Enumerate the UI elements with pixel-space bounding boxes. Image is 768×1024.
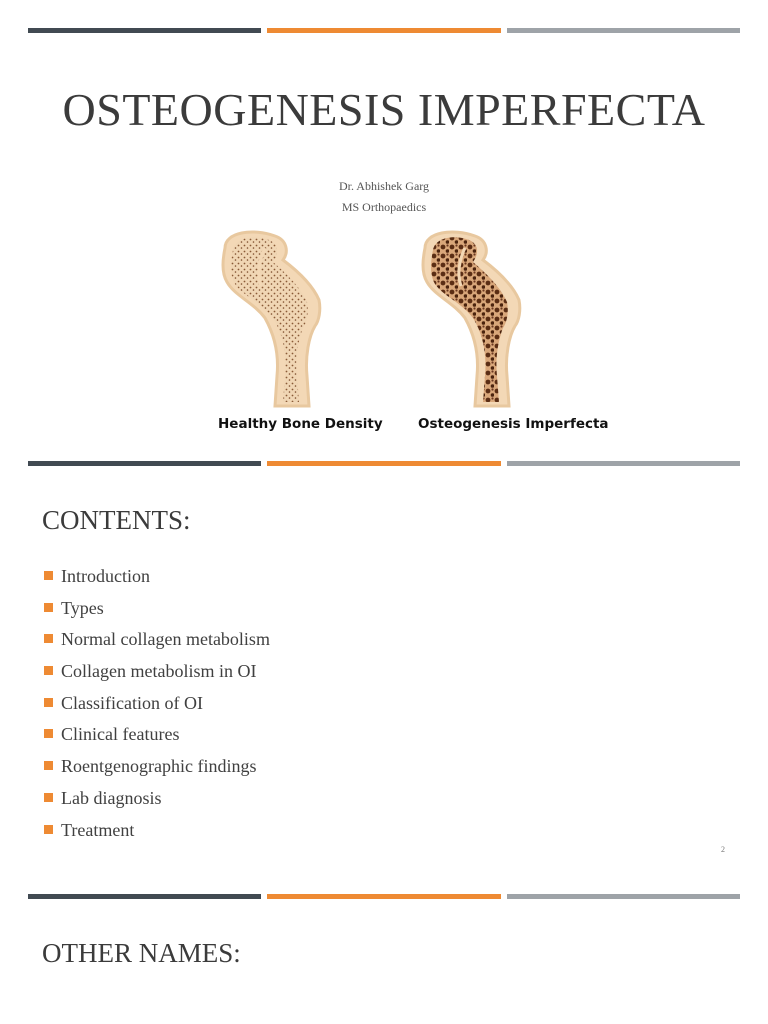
author-degree: MS Orthopaedics <box>341 200 427 214</box>
divider-segment-gray <box>507 28 740 33</box>
list-item: Types <box>44 598 270 630</box>
list-item: Normal collagen metabolism <box>44 629 270 661</box>
healthy-bone-illustration <box>223 232 320 406</box>
list-item: Lab diagnosis <box>44 788 270 820</box>
divider-segment-gray <box>507 894 740 899</box>
bullet-square-icon <box>44 571 53 580</box>
oi-bone-caption: Osteogenesis Imperfecta <box>418 416 609 432</box>
list-item: Classification of OI <box>44 693 270 725</box>
healthy-bone-caption: Healthy Bone Density <box>218 416 383 432</box>
contents-heading: CONTENTS: <box>42 505 191 535</box>
list-item: Collagen metabolism in OI <box>44 661 270 693</box>
bullet-square-icon <box>44 698 53 707</box>
list-item: Clinical features <box>44 724 270 756</box>
other-names-heading: OTHER NAMES: <box>42 938 241 968</box>
divider-segment-dark <box>28 894 261 899</box>
divider-segment-orange <box>267 28 500 33</box>
divider-segment-dark <box>28 28 261 33</box>
contents-list <box>44 566 270 851</box>
top-divider-1 <box>28 28 740 33</box>
bullet-square-icon <box>44 603 53 612</box>
bone-comparison-figure <box>213 226 593 438</box>
divider-segment-orange <box>267 461 500 466</box>
list-item: Treatment <box>44 820 270 852</box>
divider-segment-orange <box>267 894 500 899</box>
top-divider-2 <box>28 461 740 466</box>
top-divider-3 <box>28 894 740 899</box>
bullet-square-icon <box>44 761 53 770</box>
divider-segment-gray <box>507 461 740 466</box>
bullet-square-icon <box>44 729 53 738</box>
bullet-square-icon <box>44 634 53 643</box>
bullet-square-icon <box>44 825 53 834</box>
author-name: Dr. Abhishek Garg <box>338 179 430 193</box>
page-number: 2 <box>721 845 725 854</box>
list-item: Roentgenographic findings <box>44 756 270 788</box>
oi-bone-illustration <box>423 232 520 406</box>
bullet-square-icon <box>44 666 53 675</box>
slide-title: OSTEOGENESIS IMPERFECTA <box>62 84 706 135</box>
list-item: Introduction <box>44 566 270 598</box>
bullet-square-icon <box>44 793 53 802</box>
divider-segment-dark <box>28 461 261 466</box>
